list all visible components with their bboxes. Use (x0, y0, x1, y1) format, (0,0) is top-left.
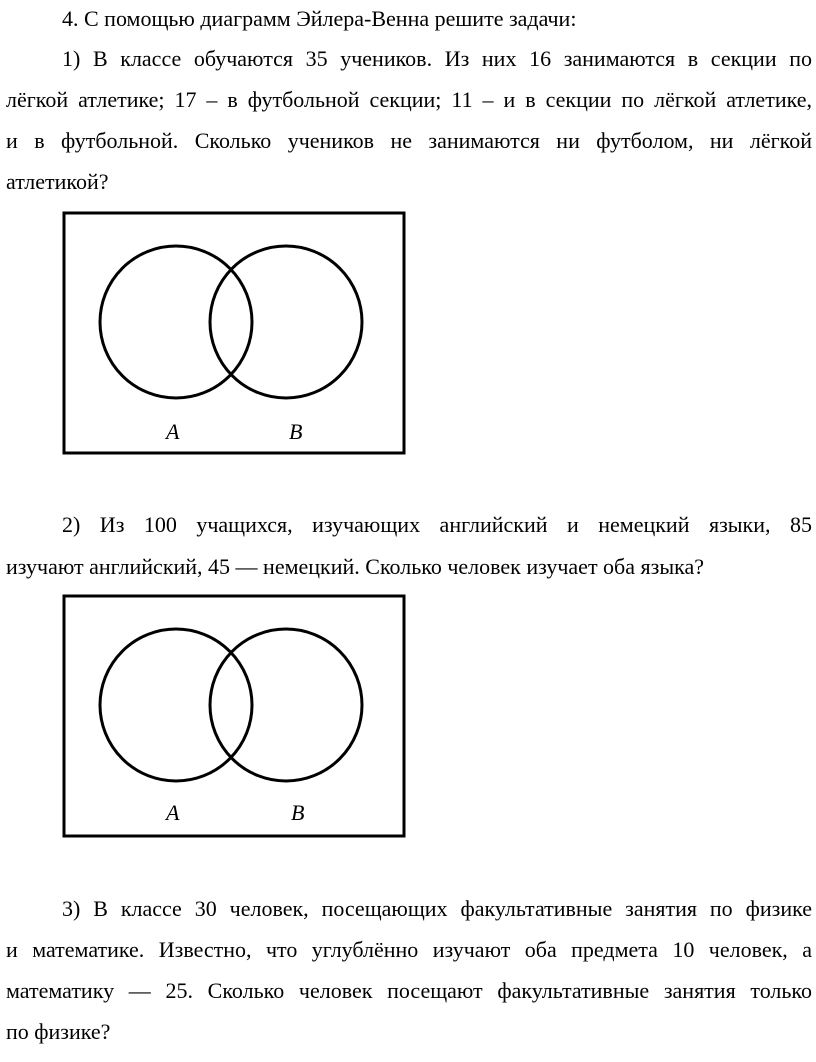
venn-circle-a (100, 629, 252, 781)
venn-diagram-2 (62, 594, 406, 838)
venn-frame (64, 213, 404, 453)
venn-label-b: B (291, 800, 305, 825)
venn-diagram-1 (62, 211, 406, 455)
problem-1-line-1: 1) В классе обучаются 35 учеников. Из них 16 занимаются в секции по (62, 46, 812, 71)
problem-2-line-1: 2) Из 100 учащихся, изучающих английский и немецкий языки, 85 (62, 512, 812, 537)
problem-1-line-2: лёгкой атлетике; 17 – в футбольной секции; 11 – и в секции по лёгкой атлетике, (6, 87, 812, 112)
venn-circle-b (210, 629, 362, 781)
problem-1-line-3: и в футбольной. Сколько учеников не занимаются ни футболом, ни лёгкой (6, 128, 812, 153)
venn-label-a: A (166, 800, 180, 825)
venn-label-b: B (289, 419, 303, 444)
venn-frame (64, 596, 404, 836)
problem-1-line-4: атлетикой? (6, 169, 109, 194)
task-heading: 4. С помощью диаграмм Эйлера-Венна решите задачи: (62, 6, 577, 31)
venn-circle-b (210, 246, 362, 398)
problem-3-line-1: 3) В классе 30 человек, посещающих факультативные занятия по физике (62, 896, 812, 921)
venn-label-a: A (166, 419, 180, 444)
problem-2-line-2: изучают английский, 45 — немецкий. Сколько человек изучает оба языка? (6, 554, 704, 579)
problem-3-line-3: математику — 25. Сколько человек посещают факультативные занятия только (6, 978, 812, 1003)
venn-circle-a (100, 246, 252, 398)
problem-3-line-4: по физике? (6, 1019, 111, 1044)
problem-3-line-2: и математике. Известно, что углублённо изучают оба предмета 10 человек, а (6, 937, 812, 962)
